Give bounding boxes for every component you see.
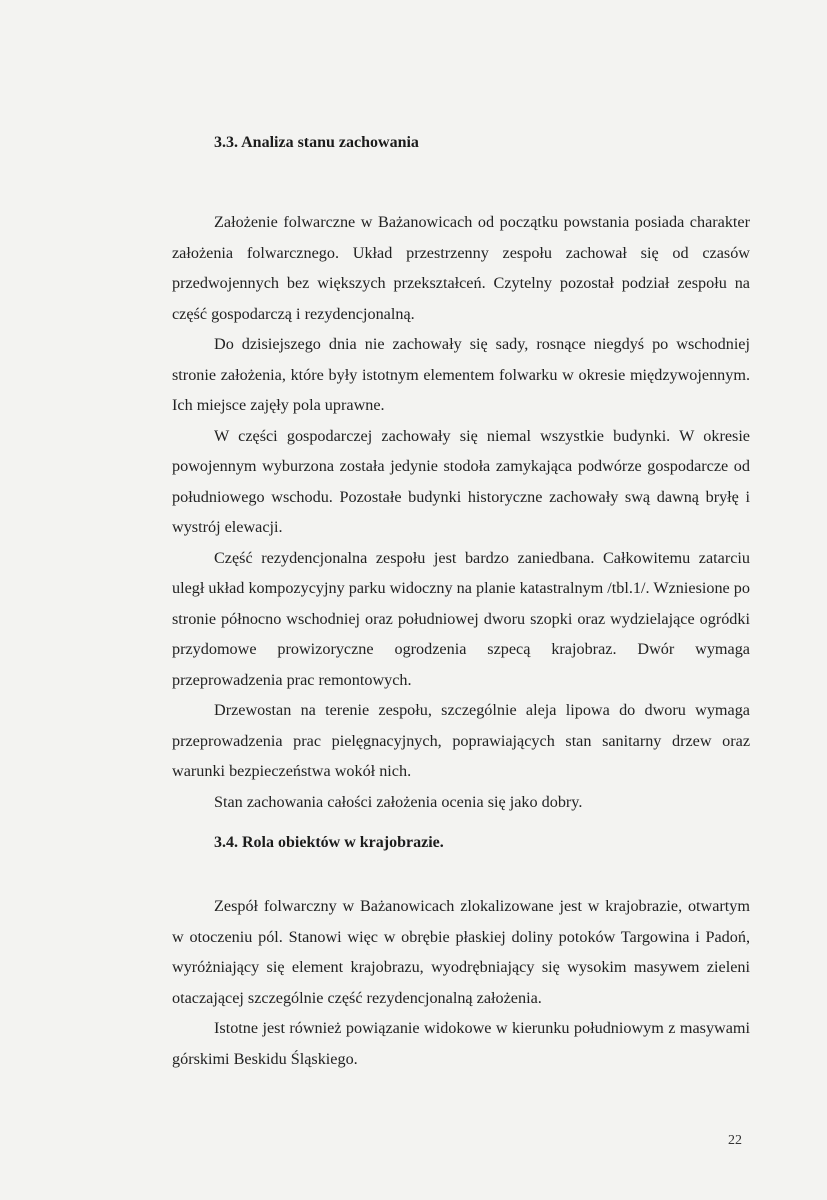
paragraph: Założenie folwarczne w Bażanowicach od początku powstania posiada charakter założenia folwarcznego. Układ przestrzenny zespołu zachował się od czasów przedwojennych bez większych przekształceń. Czytelny pozostał podział zespołu na część gospodarczą i rezydencjonalną. [172,213,750,323]
paragraph: Drzewostan na terenie zespołu, szczególnie aleja lipowa do dworu wymaga przeprowadzenia prac pielęgnacyjnych, poprawiających stan sanitarny drzew oraz warunki bezpieczeństwa wokół nich. [172,701,750,780]
section-3-4-body [172,891,750,1074]
page-number: 22 [728,1133,742,1148]
section-3-4-heading: 3.4. Rola obiektów w krajobrazie. [214,834,444,851]
paragraph: Część rezydencjonalna zespołu jest bardzo zaniedbana. Całkowitemu zatarciu uległ układ kompozycyjny parku widoczny na planie katastralnym /tbl.1/. Wzniesione po stronie północno wschodniej oraz południowej dworu szopki oraz wydzielające ogródki przydomowe prowizoryczne ogrodzenia szpecą krajobraz. Dwór wymaga przeprowadzenia prac remontowych. [172,548,750,689]
paragraph: W części gospodarczej zachowały się niemal wszystkie budynki. W okresie powojennym wyburzona została jedynie stodoła zamykająca podwórze gospodarcze od południowego wschodu. Pozostałe budynki historyczne zachowały swą dawną bryłę i wystrój elewacji. [172,426,750,536]
section-3-3-body [172,207,750,817]
paragraph: Stan zachowania całości założenia ocenia się jako dobry. [214,792,583,811]
paragraph: Do dzisiejszego dnia nie zachowały się sady, rosnące niegdyś po wschodniej stronie założenia, które były istotnym elementem folwarku w okresie międzywojennym. Ich miejsce zajęły pola uprawne. [172,335,750,414]
section-3-3-heading: 3.3. Analiza stanu zachowania [214,134,419,151]
paragraph: Zespół folwarczny w Bażanowicach zlokalizowane jest w krajobrazie, otwartym w otoczeniu pól. Stanowi więc w obrębie płaskiej doliny potoków Targowina i Padoń, wyróżniający się element krajobrazu, wyodrębniający się wysokim masywem zieleni otaczającej szczególnie część rezydencjonalną założenia. [172,897,750,1007]
paragraph: Istotne jest również powiązanie widokowe w kierunku południowym z masywami górskimi Beskidu Śląskiego. [172,1019,750,1068]
